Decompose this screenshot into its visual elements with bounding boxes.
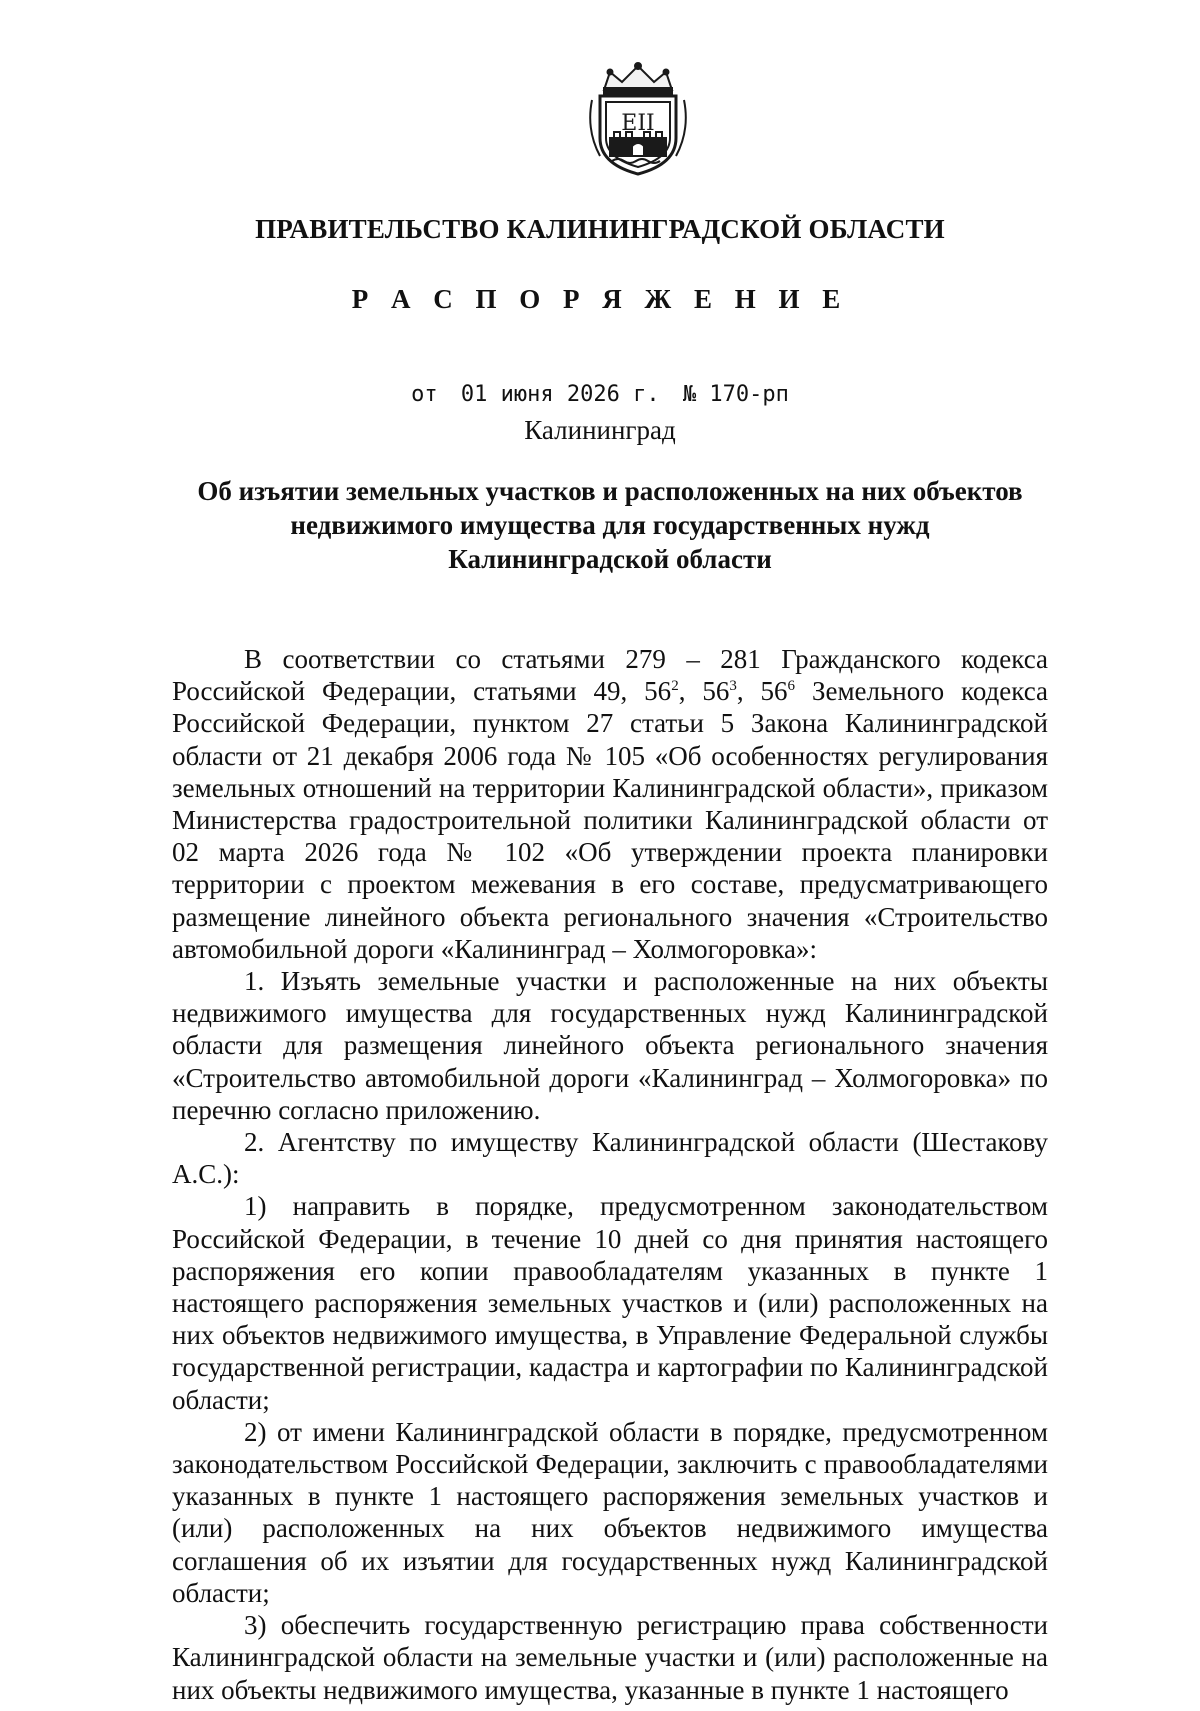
body-paragraph-preamble	[172, 643, 1048, 965]
body-paragraph-subitem-2: 2) от имени Калининградской области в порядке, предусмотренном законодательством Российской Федерации, заключить с правообладателями указанных в пункте 1 настоящего распоряжения земельных участков и (или) расположенных на них объектов недвижимого имущества соглашения об их изъятии для государственных нужд Калининградской области;	[172, 1416, 1048, 1608]
document-date: 01 июня 2026 г.	[460, 382, 660, 407]
city-name: Калининград	[524, 415, 676, 445]
preamble-text: В соответствии со статьями 279 – 281 Гражданского кодекса Российской Федерации, статьями 49, 56	[172, 644, 1048, 707]
subject-line: недвижимого имущества для государственных нужд	[290, 510, 930, 540]
document-number: № 170-рп	[682, 382, 789, 407]
body-paragraph-subitem-1: 1) направить в порядке, предусмотренном законодательством Российской Федерации, в течение 10 дней со дня принятия настоящего распоряжения его копии правообладателям указанных в пункте 1 настоящего распоряжения земельных участков и (или) расположенных на них объектов недвижимого имущества, в Управление Федеральной службы государственной регистрации, кадастра и картографии по Калининградской области;	[172, 1191, 1048, 1415]
subject-line: Об изъятии земельных участков и расположенных на них объектов	[197, 476, 1023, 506]
body-paragraph-item-2: 2. Агентству по имуществу Калининградской области (Шестакову А.С.):	[172, 1127, 1048, 1190]
body-paragraph-subitem-3: 3) обеспечить государственную регистрацию права собственности Калининградской области на земельные участки и (или) расположенные на них объекты недвижимого имущества, указанные в пункте 1 настоящего	[172, 1610, 1048, 1705]
coat-of-arms-icon	[582, 60, 694, 178]
superscript: 6	[787, 678, 796, 695]
preamble-text: , 56	[736, 676, 788, 707]
preamble-text: , 56	[678, 676, 730, 707]
svg-text:EII: EII	[621, 111, 655, 136]
government-title: ПРАВИТЕЛЬСТВО КАЛИНИНГРАДСКОЙ ОБЛАСТИ	[255, 214, 945, 244]
superscript: 2	[671, 678, 679, 695]
preamble-text: Земельного кодекса Российской Федерации, пунктом 27 статьи 5 Закона Калининградской области от 21 декабря 2006 года № 105 «Об особенностях регулирования земельных отношений на территории Калининградской области», приказом Министерства градостроительной политики Калининградской области от 02 марта 2026 года № 102 «Об утверждении проекта планировки территории с проектом межевания в его составе, предусматривающего размещение линейного объекта регионального значения «Строительство автомобильной дороги «Калининград – Холмогоровка»:	[172, 676, 1049, 964]
document-body	[172, 643, 1048, 1706]
date-prefix: от	[411, 382, 438, 407]
body-paragraph-item-1: 1. Изъять земельные участки и расположенные на них объекты недвижимого имущества для государственных нужд Калининградской области для размещения линейного объекта регионального значения «Строительство автомобильной дороги «Калининград – Холмогоровка» по перечню согласно приложению.	[172, 966, 1048, 1125]
document-subject	[170, 474, 1050, 576]
date-number-line	[0, 382, 1200, 407]
subject-line: Калининградской области	[448, 544, 772, 574]
superscript: 3	[729, 678, 737, 695]
document-type: Р А С П О Р Я Ж Е Н И Е	[351, 284, 849, 314]
